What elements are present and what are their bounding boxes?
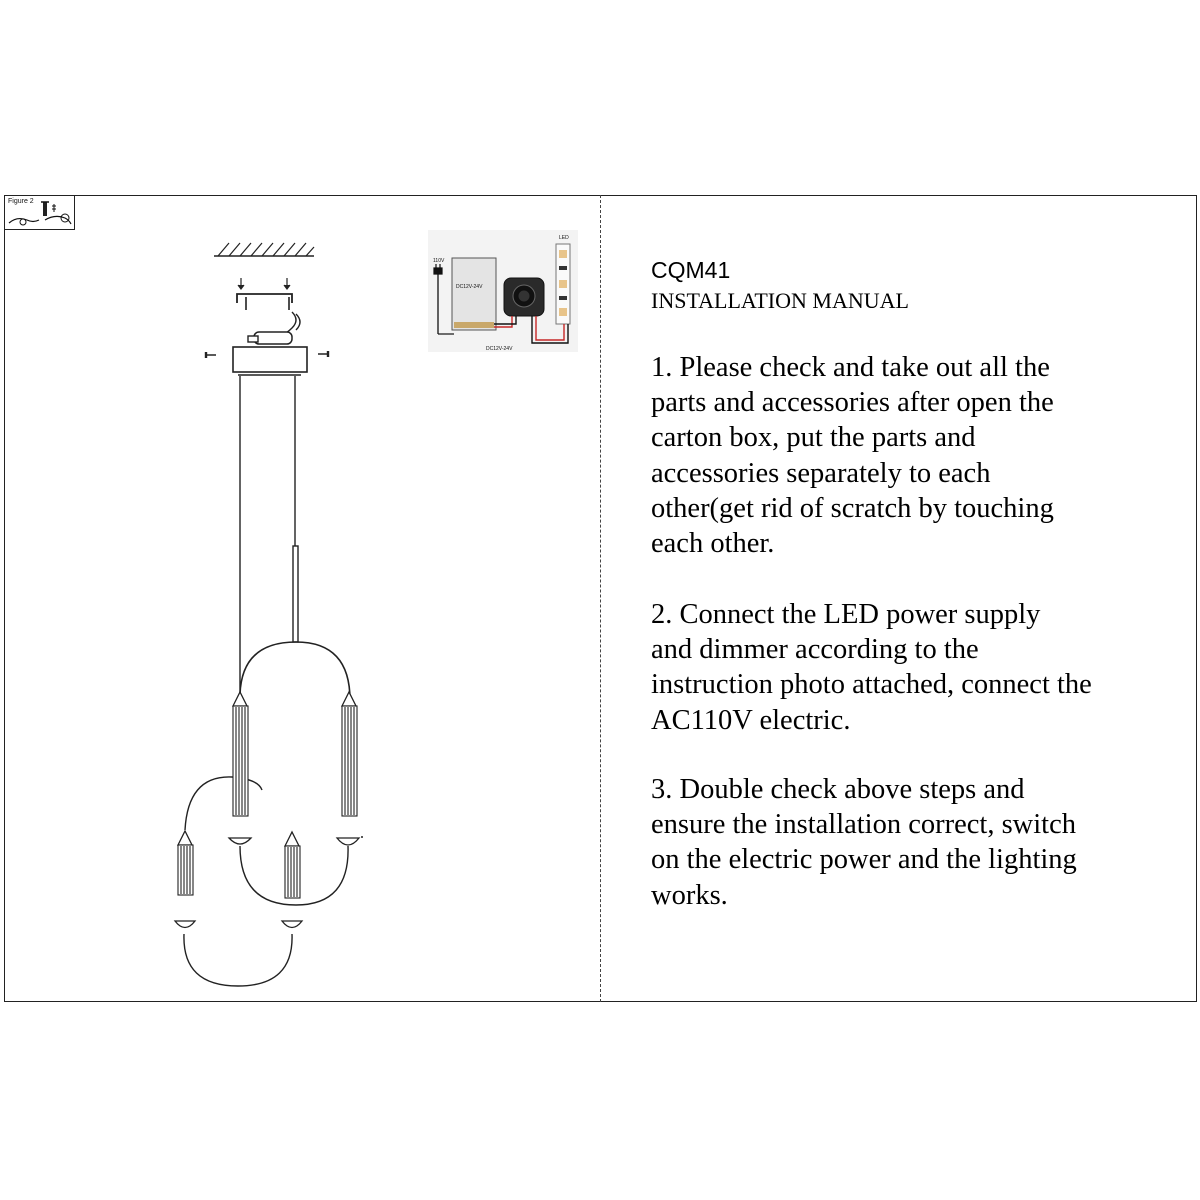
step-line: AC110V electric.: [651, 704, 851, 736]
screw-arrows: [238, 278, 290, 289]
suspension-rod: [293, 546, 298, 642]
step-2: [651, 597, 1151, 738]
canopy: [233, 347, 307, 372]
output-voltage-label: DC12V-24V: [486, 346, 513, 352]
model-number: CQM41: [651, 257, 731, 283]
step-line: on the electric power and the lighting: [651, 844, 1077, 876]
bottom-arch: [184, 934, 292, 986]
middle-arch: [185, 777, 262, 830]
input-voltage-label: 110V: [433, 258, 445, 264]
step-line: instruction photo attached, connect the: [651, 669, 1092, 701]
rod-cluster: [285, 846, 300, 898]
chandelier-drawing: [0, 0, 600, 1002]
step-line: and dimmer according to the: [651, 634, 979, 666]
manual-title: INSTALLATION MANUAL: [651, 288, 909, 313]
dimmer: [504, 278, 544, 316]
psu-terminals: [454, 322, 494, 328]
strip-label: LED: [559, 235, 569, 241]
rod-cluster: [233, 706, 248, 816]
cone-cap: [342, 692, 356, 706]
step-line: carton box, put the parts and: [651, 422, 976, 454]
cone-cap: [233, 692, 247, 706]
power-supply: [452, 258, 496, 330]
cup-shade: [282, 921, 302, 928]
cone-cap: [178, 831, 192, 845]
step-line: other(get rid of scratch by touching: [651, 492, 1054, 524]
wiring-diagram: [428, 230, 578, 352]
page-divider: [600, 195, 601, 1002]
led-strip: [556, 244, 570, 324]
step-1: [651, 350, 1151, 561]
cone-cap: [285, 832, 299, 846]
psu-label: DC12V-24V: [456, 284, 483, 290]
step-line: 3. Double check above steps and: [651, 774, 1025, 805]
figure-label: Figure 2: [8, 198, 34, 205]
cup-shade: [229, 838, 251, 844]
step-line: 2. Connect the LED power supply: [651, 599, 1041, 630]
wire-connector: [254, 332, 292, 344]
step-line: accessories separately to each: [651, 457, 991, 489]
cup-shade: [175, 921, 195, 928]
step-line: ensure the installation correct, switch: [651, 809, 1076, 841]
rod-cluster: [342, 706, 357, 816]
rod-cluster: [178, 845, 193, 895]
step-line: works.: [651, 879, 728, 911]
step-3: [651, 772, 1151, 913]
cup-shade: [337, 838, 359, 845]
ceiling-hatch: [218, 243, 314, 256]
upper-arch: [240, 642, 350, 700]
step-line: 1. Please check and take out all the: [651, 352, 1050, 383]
step-line: each other.: [651, 528, 775, 560]
step-line: parts and accessories after open the: [651, 387, 1054, 419]
